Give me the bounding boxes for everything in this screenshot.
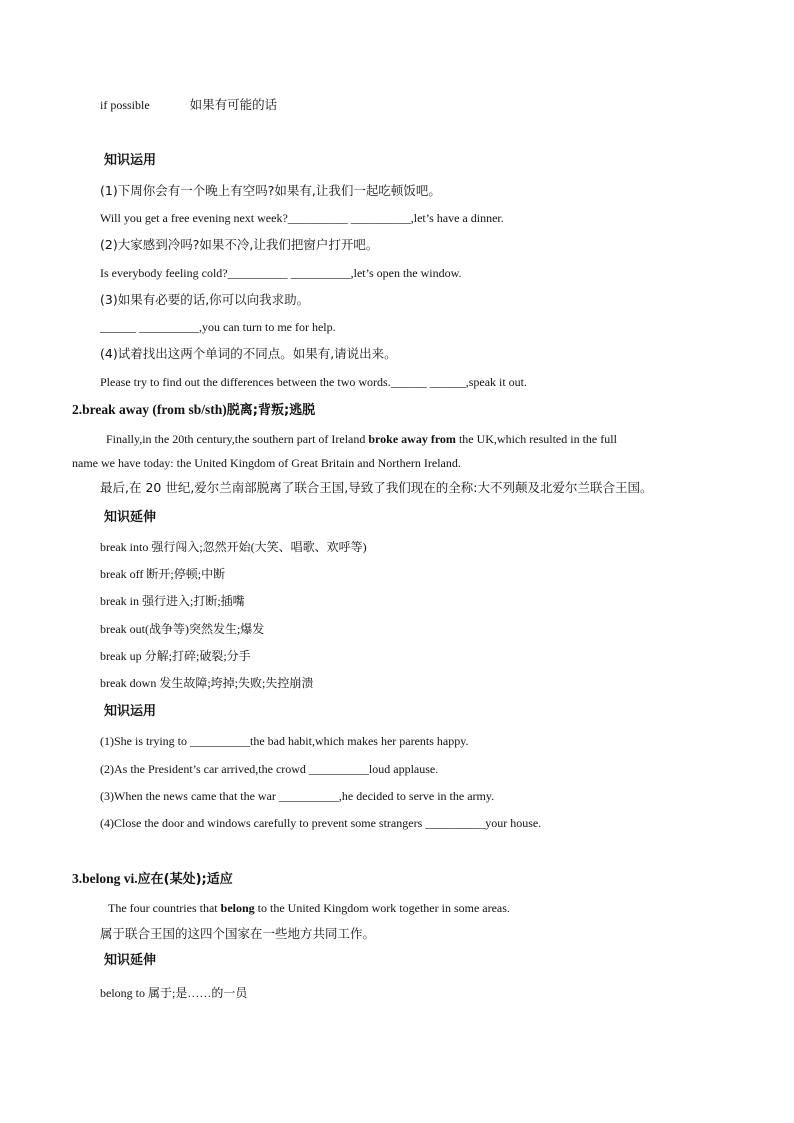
example-keyword: broke away from <box>368 432 456 446</box>
exercise-prompt: (1)下周你会有一个晚上有空吗?如果有,让我们一起吃顿饭吧。 <box>100 183 441 198</box>
exercise-sentence: (2)As the President’s car arrived,the crowd __________loud applause. <box>100 762 439 776</box>
phrase-line <box>100 97 277 113</box>
example-text: the UK,which resulted in the full <box>455 432 617 446</box>
example-sentence <box>106 431 617 447</box>
extension-item: break in 强行进入;打断;插嘴 <box>100 594 245 608</box>
extension-item: break down 发生故障;垮掉;失败;失控崩溃 <box>100 676 314 690</box>
extension-item: break into 强行闯入;忽然开始(大笑、唱歌、欢呼等) <box>100 540 367 554</box>
section-heading: 知识延伸 <box>104 953 157 968</box>
exercise-sentence: (3)When the news came that the war __________,he decided to serve in the army. <box>100 789 495 803</box>
example-text: Finally,in the 20th century,the southern part of Ireland <box>106 432 369 446</box>
exercise-sentence: (4)Close the door and windows carefully to prevent some strangers __________your house. <box>100 816 542 830</box>
exercise-prompt: (3)如果有必要的话,你可以向我求助。 <box>100 292 310 307</box>
example-keyword: belong <box>220 901 255 915</box>
exercise-sentence: Will you get a free evening next week?__________ __________,let’s have a dinner. <box>100 211 504 225</box>
extension-item: break out(战争等)突然发生;爆发 <box>100 622 265 636</box>
vocab-heading <box>72 402 315 419</box>
exercise-sentence: Is everybody feeling cold?__________ __________,let’s open the window. <box>100 266 462 280</box>
extension-item: belong to 属于;是……的一员 <box>100 986 248 1000</box>
section-heading: 知识运用 <box>104 704 157 719</box>
exercise-prompt: (2)大家感到冷吗?如果不冷,让我们把窗户打开吧。 <box>100 237 379 252</box>
vocab-term: 3.belong vi. <box>72 871 138 886</box>
vocab-heading <box>72 871 233 888</box>
vocab-meaning: 应在(某处);适应 <box>137 872 233 887</box>
example-sentence-cont: name we have today: the United Kingdom of Great Britain and Northern Ireland. <box>72 456 461 470</box>
example-text: to the United Kingdom work together in some areas. <box>254 901 510 915</box>
vocab-meaning: 脱离;背叛;逃脱 <box>226 403 316 418</box>
exercise-prompt: (4)试着找出这两个单词的不同点。如果有,请说出来。 <box>100 346 397 361</box>
section-heading: 知识延伸 <box>104 510 157 525</box>
extension-item: break up 分解;打碎;破裂;分手 <box>100 649 251 663</box>
example-translation: 属于联合王国的这四个国家在一些地方共同工作。 <box>100 926 376 941</box>
section-heading: 知识运用 <box>104 153 157 168</box>
exercise-sentence: (1)She is trying to __________the bad habit,which makes her parents happy. <box>100 734 469 748</box>
vocab-term: 2.break away (from sb/sth) <box>72 402 227 417</box>
phrase-cn: 如果有可能的话 <box>189 97 278 112</box>
exercise-sentence: ______ __________,you can turn to me for help. <box>100 320 336 334</box>
phrase-en: if possible <box>100 98 150 112</box>
example-sentence <box>108 900 510 916</box>
example-translation: 最后,在 20 世纪,爱尔兰南部脱离了联合王国,导致了我们现在的全称:大不列颠及北爱尔兰联合王国。 <box>100 480 653 495</box>
extension-item: break off 断开;停顿;中断 <box>100 567 226 581</box>
example-text: The four countries that <box>108 901 221 915</box>
exercise-sentence: Please try to find out the differences between the two words.______ ______,speak it out. <box>100 375 528 389</box>
